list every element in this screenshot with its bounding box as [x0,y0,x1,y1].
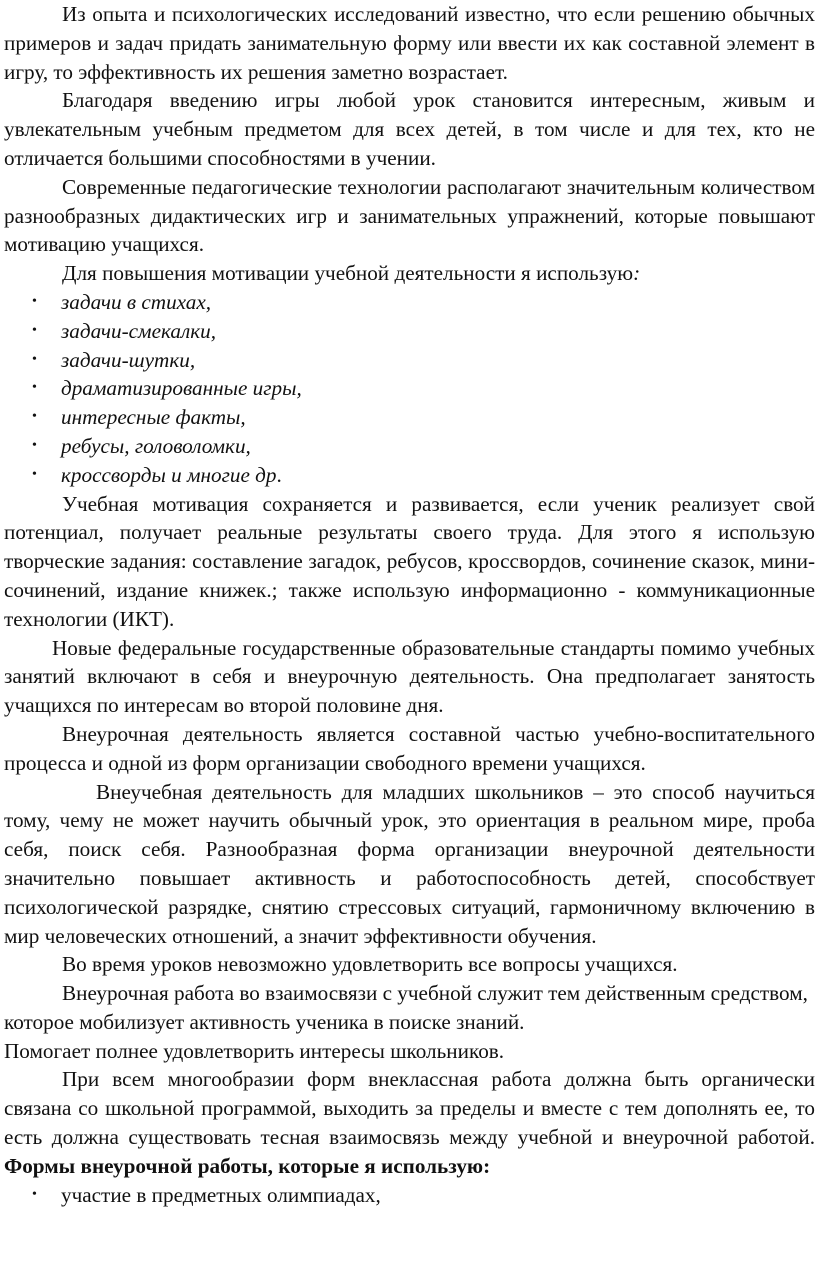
list-item [4,432,815,461]
motivation-list [4,288,815,490]
bullet-icon: • [32,1186,37,1202]
paragraph: Из опыта и психологических исследований известно, что если решению обычных примеров и задач придать занимательную форму или ввести их как составной элемент в игру, то эффективность их решения заметно возрастает. [4,2,815,84]
list-item-tail: . [276,462,282,487]
list-item [4,317,815,346]
paragraph: Благодаря введению игры любой урок становится интересным, живым и увлекательным учебным предметом для всех детей, в том числе и для тех, кто не отличается большими способностями в учении. [4,88,815,170]
list-intro-text: Для повышения мотивации учебной деятельности я использую [62,261,634,286]
list-item [4,374,815,403]
list-intro-colon: : [633,261,641,286]
bullet-icon: • [32,351,37,367]
paragraph: Внеучебная деятельность для младших школьников – это способ научиться тому, чему не может научить обычный урок, это ориентация в реальном мире, проба себя, поиск себя. Разнообразная форма организации внеурочной деятельности значительно повышает активность и работоспособность детей, способствует психологической разрядке, снятию стрессовых ситуаций, гармоничному включению в мир человеческих отношений, а значит эффективности обучения. [4,779,815,948]
list-item-text: задачи-смекалки, [61,318,216,343]
list-item [4,461,815,490]
list-item [4,346,815,375]
list-item-text: кроссворды и многие др [61,462,277,487]
list-item-text: участие в предметных олимпиадах, [61,1182,381,1207]
list-item-text: задачи в стихах, [61,289,212,314]
list-item-text: задачи-шутки, [61,347,196,372]
paragraph-forms-intro [4,1065,815,1180]
paragraph: Современные педагогические технологии располагают значительным количеством разнообразных дидактических игр и занимательных упражнений, которые повышают мотивацию учащихся. [4,174,815,257]
bullet-icon: • [32,380,37,396]
list-item-text: интересные факты, [61,405,246,430]
paragraph: Учебная мотивация сохраняется и развивается, если ученик реализует свой потенциал, получает реальные результаты своего труда. Для этого я использую творческие задания: составление загадок, ребусов, кроссвордов, сочинение сказок, мини-сочинений, издание книжек.; также использую информационно - коммуникационные технологии (ИКТ). [4,491,815,631]
forms-list [4,1181,815,1210]
forms-heading: Формы внеурочной работы, которые я использую: [4,1153,491,1178]
bullet-icon: • [32,437,37,453]
paragraph: Внеурочная деятельность является составной частью учебно-воспитательного процесса и одной из форм организации свободного времени учащихся. [4,721,815,775]
bullet-icon: • [32,466,37,482]
list-item [4,1181,815,1210]
list-item-text: ребусы, головоломки, [61,433,251,458]
paragraph: Помогает полнее удовлетворить интересы школьников. [4,1038,505,1063]
forms-intro-text: При всем многообразии форм внеклассная работа должна быть органически связана со школьной программой, выходить за пределы и вместе с тем дополнять ее, то есть должна существовать тесная взаимосвязь между учебной и внеурочной работой. [4,1067,815,1150]
paragraph: Новые федеральные государственные образовательные стандарты помимо учебных занятий включают в себя и внеурочную деятельность. Она предполагает занятость учащихся по интересам во второй половине дня. [4,635,815,718]
paragraph: Во время уроков невозможно удовлетворить все вопросы учащихся. [62,952,678,977]
list-item [4,288,815,317]
bullet-icon: • [32,293,37,309]
paragraph: Внеурочная работа во взаимосвязи с учебной служит тем действенным средством, которое мобилизует активность ученика в поиске знаний. [4,981,808,1034]
bullet-icon: • [32,409,37,425]
bullet-icon: • [32,322,37,338]
list-item [4,403,815,432]
list-item-text: драматизированные игры, [61,376,302,401]
paragraph-list-intro [4,259,815,288]
